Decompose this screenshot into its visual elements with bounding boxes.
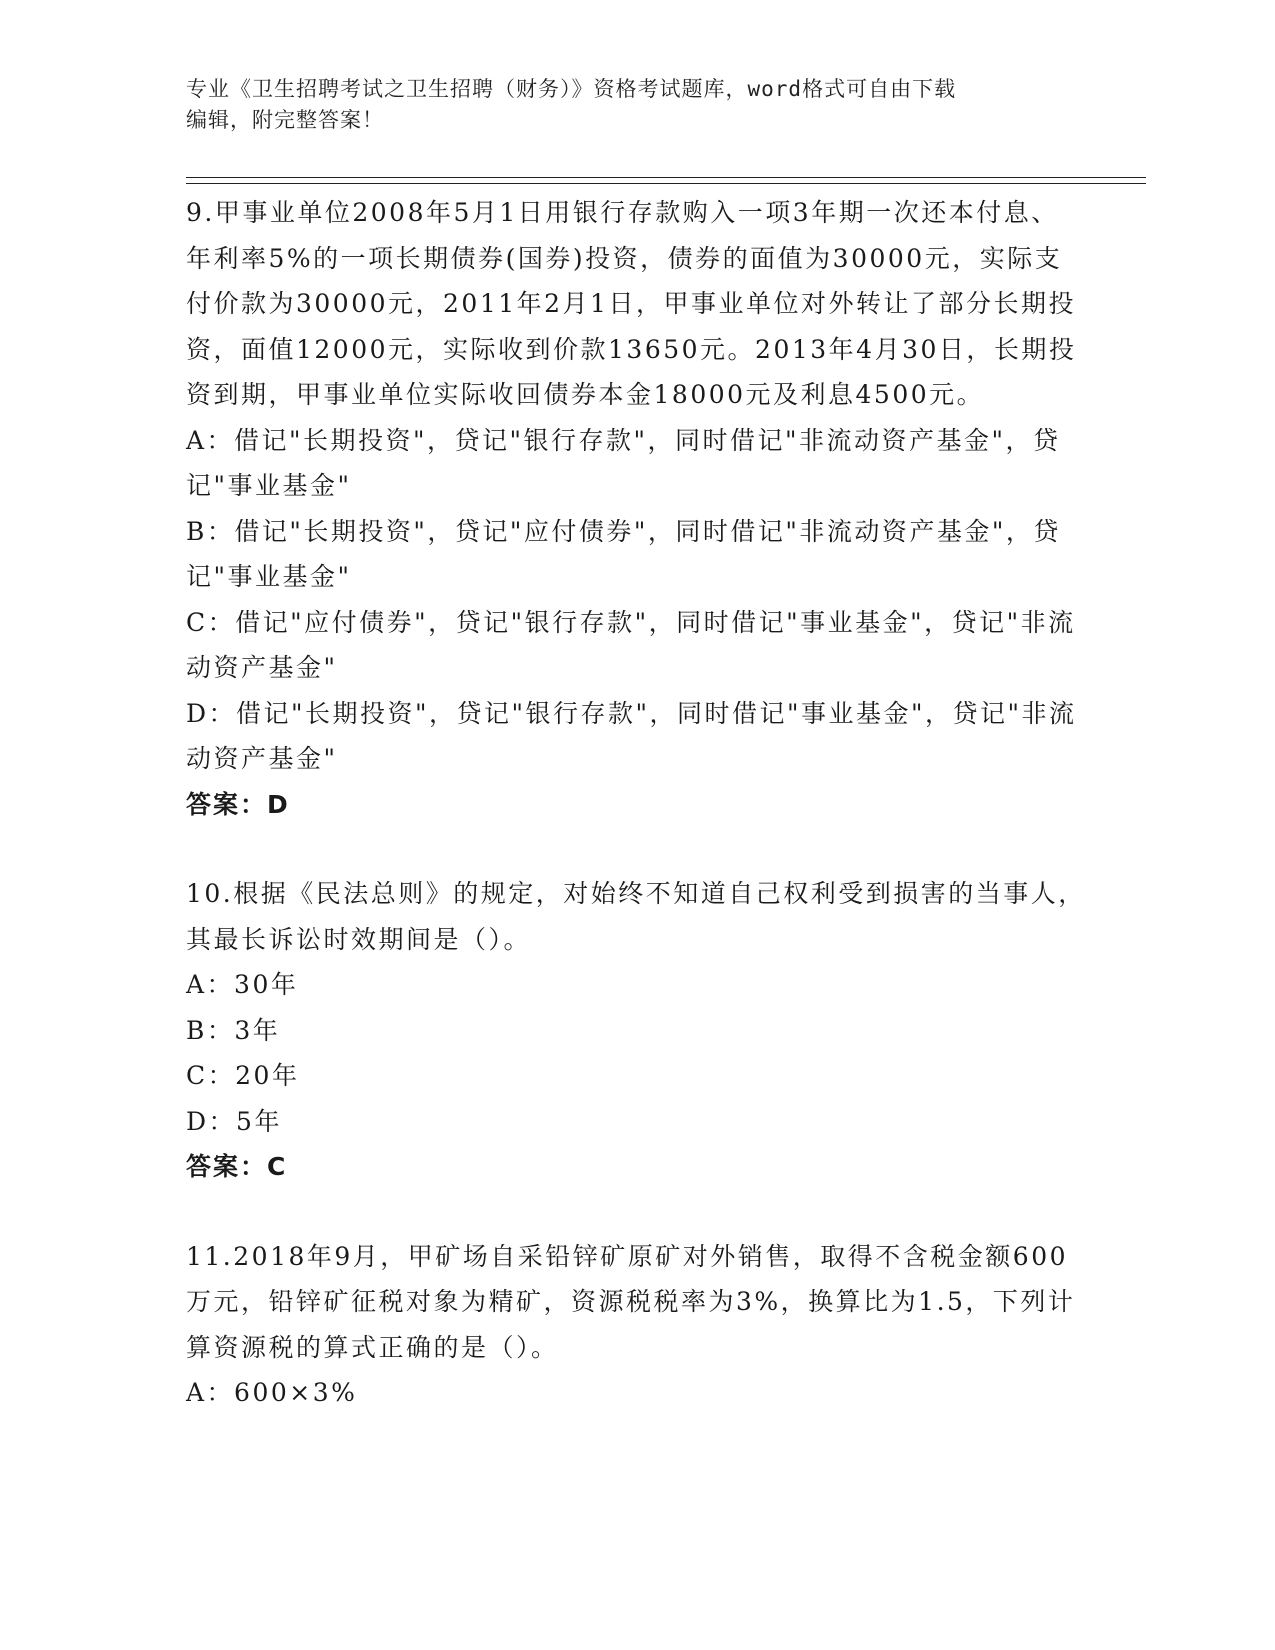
header-divider	[186, 177, 1146, 184]
question-10	[186, 871, 1086, 1190]
question-text: 9.甲事业单位2008年5月1日用银行存款购入一项3年期一次还本付息、年利率5%的一项长期债券(国券)投资，债券的面值为30000元，实际支付价款为30000元，2011年2月1日，甲事业单位对外转让了部分长期投资，面值12000元，实际收到价款13650元。2013年4月30日，长期投资到期，甲事业单位实际收回债券本金18000元及利息4500元。	[186, 198, 1077, 409]
header-line-2: 编辑，附完整答案！	[186, 108, 384, 132]
answer: 答案：C	[186, 1152, 288, 1181]
option-b: B：借记"长期投资"，贷记"应付债券"，同时借记"非流动资产基金"，贷记"事业基金"	[186, 516, 1061, 591]
option-a: A：30年	[186, 970, 299, 999]
option-c: C：20年	[186, 1061, 300, 1090]
option-d: D：借记"长期投资"，贷记"银行存款"，同时借记"事业基金"，贷记"非流动资产基金"	[186, 698, 1077, 773]
option-a: A：600×3%	[186, 1378, 358, 1407]
header-line-1: 专业《卫生招聘考试之卫生招聘（财务）》资格考试题库，word格式可自由下载	[186, 77, 957, 101]
option-c: C：借记"应付债券"，贷记"银行存款"，同时借记"事业基金"，贷记"非流动资产基金"	[186, 607, 1076, 682]
option-d: D：5年	[186, 1106, 282, 1136]
option-b: B：3年	[186, 1015, 281, 1045]
document-header	[186, 74, 1086, 136]
question-list	[186, 190, 1086, 1460]
question-9	[186, 190, 1086, 827]
question-text: 11.2018年9月，甲矿场自采铅锌矿原矿对外销售，取得不含税金额600万元，铅锌矿征税对象为精矿，资源税税率为3%，换算比为1.5，下列计算资源税的算式正确的是（）。	[186, 1241, 1076, 1362]
question-11	[186, 1234, 1086, 1416]
option-a: A：借记"长期投资"，贷记"银行存款"，同时借记"非流动资产基金"，贷记"事业基金"	[186, 425, 1061, 500]
answer: 答案：D	[186, 789, 290, 819]
question-text: 10.根据《民法总则》的规定，对始终不知道自己权利受到损害的当事人，其最长诉讼时效期间是（）。	[186, 879, 1086, 954]
